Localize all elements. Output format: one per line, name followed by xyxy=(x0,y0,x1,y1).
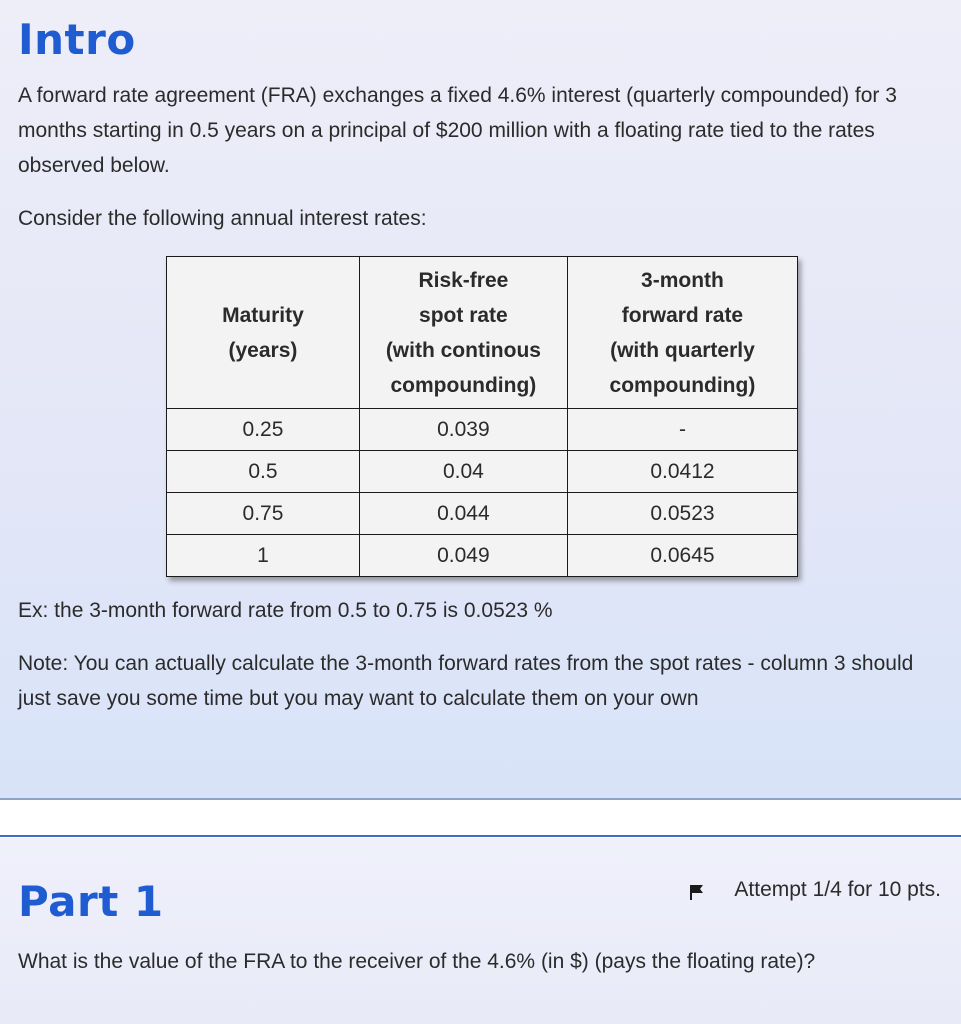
attempt-text: Attempt 1/4 for 10 pts. xyxy=(734,878,941,901)
table-cell: 0.25 xyxy=(167,409,360,451)
question-text: What is the value of the FRA to the receiver of the 4.6% (in $) (pays the floating rate)? xyxy=(18,950,816,973)
note-text: Note: You can actually calculate the 3-month forward rates from the spot rates - column 3 should just save you some time but you may want to calculate them on your own xyxy=(18,652,914,710)
example-text: Ex: the 3-month forward rate from 0.5 to 0.75 is 0.0523 % xyxy=(18,599,553,622)
table-cell: 0.75 xyxy=(167,493,360,535)
table-cell: 0.0645 xyxy=(567,535,797,577)
table-cell: 0.049 xyxy=(359,535,567,577)
table-row xyxy=(167,451,798,493)
section-divider xyxy=(0,835,961,837)
rates-table-container xyxy=(166,256,798,577)
table-cell: 0.0523 xyxy=(567,493,797,535)
table-cell: 0.039 xyxy=(359,409,567,451)
part1-title: Part 1 xyxy=(18,877,164,926)
header-maturity: Maturity (years) xyxy=(167,257,360,409)
table-cell: 1 xyxy=(167,535,360,577)
table-cell: 0.0412 xyxy=(567,451,797,493)
table-row xyxy=(167,535,798,577)
table-header-row xyxy=(167,257,798,409)
table-row xyxy=(167,493,798,535)
table-cell: 0.5 xyxy=(167,451,360,493)
table-row xyxy=(167,409,798,451)
table-cell: 0.04 xyxy=(359,451,567,493)
attempt-indicator xyxy=(690,878,941,902)
intro-paragraph: A forward rate agreement (FRA) exchanges a fixed 4.6% interest (quarterly compounded) for 3 months starting in 0.5 years on a principal of $200 million with a floating rate tied to the rates observed below. xyxy=(18,84,897,177)
consider-text: Consider the following annual interest rates: xyxy=(18,207,427,230)
intro-title: Intro xyxy=(18,15,136,64)
part1-header xyxy=(18,876,943,932)
rates-table xyxy=(166,256,798,577)
part1-section xyxy=(0,838,961,1024)
header-spot-rate: Risk-free spot rate (with continous compounding) xyxy=(359,257,567,409)
flag-icon[interactable] xyxy=(690,882,704,898)
header-forward-rate: 3-month forward rate (with quarterly compounding) xyxy=(567,257,797,409)
table-cell: 0.044 xyxy=(359,493,567,535)
table-cell: - xyxy=(567,409,797,451)
